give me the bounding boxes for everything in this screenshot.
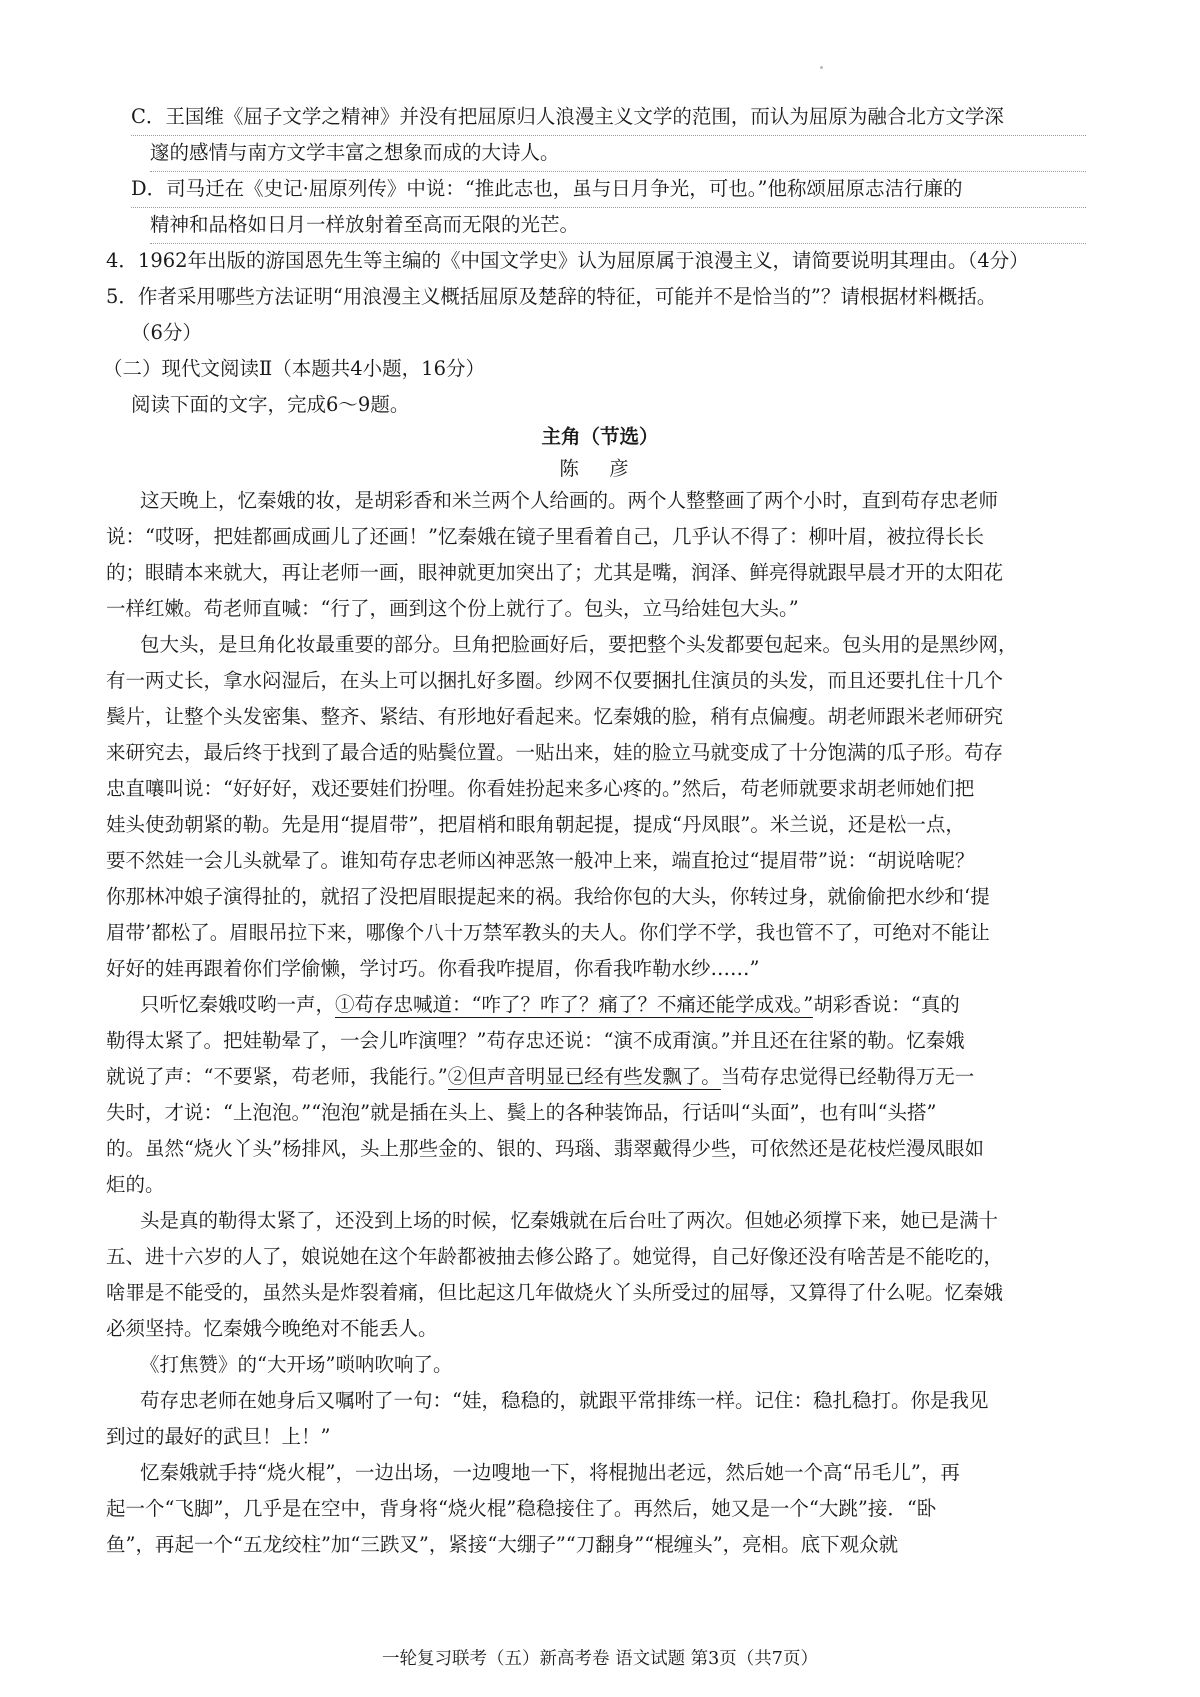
paragraph-2-line-4: 来研究去，最后终于找到了最合适的贴鬓位置。一贴出来，娃的脸立马就变成了十分饱满的瓜子形。苟存 — [106, 741, 1004, 764]
paragraph-1-line-1: 这天晚上，忆秦娥的妆，是胡彩香和米兰两个人给画的。两个人整整画了两个小时，直到苟存忠老师 — [140, 489, 999, 512]
paragraph-2-line-6: 娃头使劲朝紧的勒。先是用“提眉带”，把眉梢和眼角朝起提，提成“丹凤眼”。米兰说，还是松一点， — [106, 813, 965, 836]
question-5-line-2: （6分） — [131, 321, 202, 344]
paragraph-3-line-4: 失时，才说：“上泡泡。”“泡泡”就是插在头上、鬓上的各种装饰品，行话叫“头面”，也有叫“头搭” — [106, 1101, 937, 1124]
question-4: 4．1962年出版的游国恩先生等主编的《中国文学史》认为屈原属于浪漫主义，请简要说明其理由。（4分） — [106, 249, 1029, 272]
paragraph-6-line-2: 到过的最好的武旦！上！” — [106, 1425, 331, 1448]
option-d-line-1: D．司马迁在《史记·屈原列传》中说：“推此志也，虽与日月争光，可也。”他称颂屈原志洁行廉的 — [131, 175, 1086, 208]
underlined-sentence-1: ①苟存忠喊道：“咋了？咋了？痛了？不痛还能学成戏。” — [335, 993, 814, 1016]
paragraph-4-line-1: 头是真的勒得太紧了，还没到上场的时候，忆秦娥就在后台吐了两次。但她必须撑下来，她已是满十 — [140, 1209, 999, 1232]
paragraph-7-line-2: 起一个“飞脚”，几乎是在空中，背身将“烧火棍”稳稳接住了。再然后，她又是一个“大跳”接．“卧 — [106, 1497, 937, 1520]
paragraph-3-line-6: 炬的。 — [106, 1173, 165, 1196]
question-5-line-1: 5．作者采用哪些方法证明“用浪漫主义概括屈原及楚辞的特征，可能并不是恰当的”？请根据材料概括。 — [106, 285, 997, 308]
section-heading: （二）现代文阅读Ⅱ（本题共4小题，16分） — [103, 357, 485, 380]
paragraph-7-line-1: 忆秦娥就手持“烧火棍”，一边出场，一边嗖地一下，将棍抛出老远，然后她一个高“吊毛儿”，再 — [140, 1461, 960, 1484]
paragraph-2-line-5: 忠直嚷叫说：“好好好，戏还要娃们扮哩。你看娃扮起来多心疼的。”然后，苟老师就要求胡老师她们把 — [106, 777, 975, 800]
page-footer: 一轮复习联考（五）新高考卷 语文试题 第3页（共7页） — [382, 1649, 818, 1669]
underlined-sentence-2: ②但声音明显已经有些发飘了。 — [447, 1065, 721, 1088]
paragraph-7-line-3: 鱼”，再起一个“五龙绞柱”加“三跌叉”，紧接“大绷子”“刀翻身”“棍缠头”，亮相。底下观众就 — [106, 1533, 899, 1556]
paragraph-2-line-3: 鬓片，让整个头发密集、整齐、紧结、有形地好看起来。忆秦娥的脸，稍有点偏瘦。胡老师跟米老师研究 — [106, 705, 1004, 728]
paragraph-2-line-8: 你那林冲娘子演得扯的，就招了没把眉眼提起来的祸。我给你包的大头，你转过身，就偷偷把水纱和‘提 — [106, 885, 990, 908]
paragraph-5-line-1: 《打焦赞》的“大开场”唢呐吹响了。 — [140, 1353, 453, 1376]
paragraph-1-line-2: 说：“哎呀，把娃都画成画儿了还画！”忆秦娥在镜子里看着自己，几乎认不得了：柳叶眉，被拉得长长 — [106, 525, 984, 548]
paragraph-3-line-5: 的。虽然“烧火丫头”杨排风，头上那些金的、银的、玛瑙、翡翠戴得少些，可依然还是花枝烂漫凤眼如 — [106, 1137, 984, 1160]
paragraph-3-line-2: 勒得太紧了。把娃勒晕了，一会儿咋演哩？”苟存忠还说：“演不成甭演。”并且还在往紧的勒。忆秦娥 — [106, 1029, 965, 1052]
paragraph-3-line-1 — [140, 991, 960, 1019]
paragraph-1-line-4: 一样红嫩。苟老师直喊：“行了，画到这个份上就行了。包头，立马给娃包大头。” — [106, 597, 799, 620]
article-title: 主角（节选） — [541, 425, 659, 448]
scan-speck — [820, 66, 823, 69]
paragraph-3-line-3-text-end: 当苟存忠觉得已经勒得万无一 — [720, 1065, 975, 1088]
paragraph-3-line-1-text-end: 胡彩香说：“真的 — [813, 993, 960, 1016]
article-author: 陈 彦 — [559, 457, 641, 480]
paragraph-3-line-3 — [106, 1063, 974, 1091]
paragraph-6-line-1: 苟存忠老师在她身后又嘱咐了一句：“娃，稳稳的，就跟平常排练一样。记住：稳扎稳打。你是我见 — [140, 1389, 989, 1412]
paragraph-4-line-2: 五、进十六岁的人了，娘说她在这个年龄都被抽去修公路了。她觉得，自己好像还没有啥苦是不能吃的， — [106, 1245, 1004, 1268]
paragraph-2-line-7: 要不然娃一会儿头就晕了。谁知苟存忠老师凶神恶煞一般冲上来，端直抢过“提眉带”说：“胡说啥呢？ — [106, 849, 975, 872]
paragraph-2-line-10: 好好的娃再跟着你们学偷懒，学讨巧。你看我咋提眉，你看我咋勒水纱……” — [106, 957, 760, 980]
paragraph-2-line-9: 眉带’都松了。眉眼吊拉下来，哪像个八十万禁军教头的夫人。你们学不学，我也管不了，可绝对不能让 — [106, 921, 990, 944]
paragraph-2-line-2: 有一两丈长，拿水闷湿后，在头上可以捆扎好多圈。纱网不仅要捆扎住演员的头发，而且还要扎住十几个 — [106, 669, 1004, 692]
paragraph-1-line-3: 的；眼睛本来就大，再让老师一画，眼神就更加突出了；尤其是嘴，润泽、鲜亮得就跟早晨才开的太阳花 — [106, 561, 1004, 584]
section-instruction: 阅读下面的文字，完成6～9题。 — [131, 393, 410, 416]
paragraph-4-line-3: 啥罪是不能受的，虽然头是炸裂着痛，但比起这几年做烧火丫头所受过的屈辱，又算得了什么呢。忆秦娥 — [106, 1281, 1004, 1304]
option-d-line-2: 精神和品格如日月一样放射着至高而无限的光芒。 — [150, 211, 1086, 244]
paragraph-3-line-1-text: 只听忆秦娥哎哟一声， — [140, 993, 336, 1016]
paragraph-4-line-4: 必须坚持。忆秦娥今晚绝对不能丢人。 — [106, 1317, 438, 1340]
paragraph-3-line-3-text: 就说了声：“不要紧，苟老师，我能行。” — [106, 1065, 448, 1088]
option-c-line-2: 邃的感情与南方文学丰富之想象而成的大诗人。 — [150, 139, 1086, 172]
option-c-line-1: C．王国维《屈子文学之精神》并没有把屈原归人浪漫主义文学的范围，而认为屈原为融合北方文学深 — [131, 103, 1086, 136]
paragraph-2-line-1: 包大头，是旦角化妆最重要的部分。旦角把脸画好后，要把整个头发都要包起来。包头用的是黑纱网， — [140, 633, 1018, 656]
